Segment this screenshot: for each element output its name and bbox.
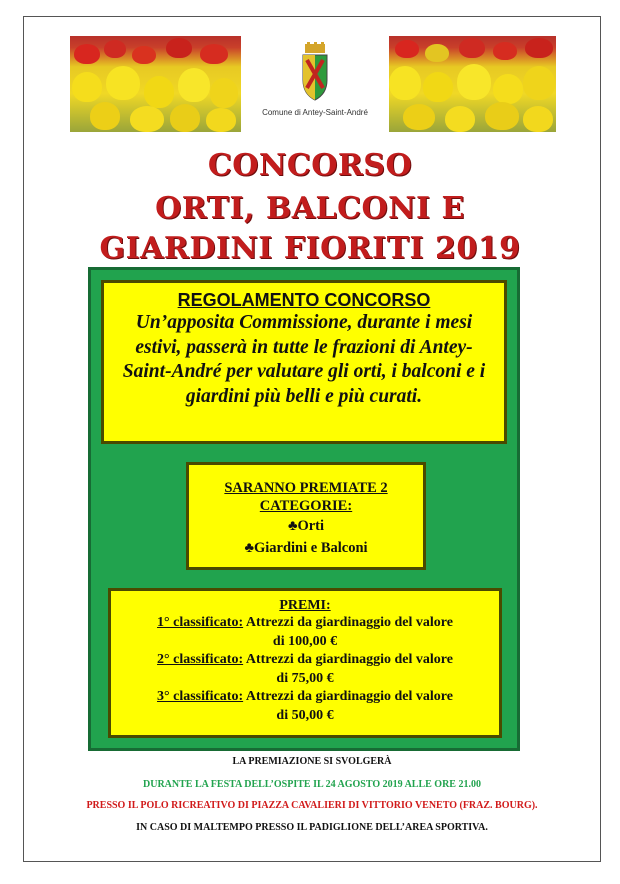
prize-third-value: di 50,00 € [276,707,334,723]
title-line-1: CONCORSO [207,148,413,183]
categorie-heading-line-2: CATEGORIE: [259,498,353,514]
prize-second-value: di 75,00 € [276,670,334,686]
title-line-2: ORTI, BALCONI E [155,191,465,226]
regolamento-heading: REGOLAMENTO CONCORSO [177,290,431,310]
prize-second-text: Attrezzi da giardinaggio del valore [243,652,453,667]
categoria-giardini-balconi: ♣Giardini e Balconi [244,540,368,556]
categoria-orti: ♣Orti [287,518,325,534]
title-line-3: GIARDINI FIORITI 2019 [99,231,521,266]
prize-second-line [111,651,499,670]
footer-line-2: DURANTE LA FESTA DELL’OSPITE IL 24 AGOSTO 2019 ALLE ORE 21.00 [143,779,481,790]
premi-box [108,588,502,738]
categorie-box [186,462,426,570]
prize-second-place: 2° classificato: [157,652,244,667]
coat-of-arms-icon [295,42,335,104]
regolamento-body: Un’apposita Commissione, durante i mesi estivi, passerà in tutte le frazioni di Antey-Saint-André per valutare gli orti, i balconi e i giardini più belli e più curati. [122,312,486,407]
footer-line-3: PRESSO IL POLO RICREATIVO DI PIAZZA CAVALIERI DI VITTORIO VENETO (FRAZ. BOURG). [86,800,538,811]
prize-third-place: 3° classificato: [157,689,244,704]
tulips-photo-right [389,36,556,132]
prize-third-line [111,688,499,707]
categorie-heading-line-1: SARANNO PREMIATE 2 [224,480,388,496]
prize-third-text: Attrezzi da giardinaggio del valore [243,689,453,704]
logo-caption: Comune di Antey-Saint-André [262,108,368,117]
premi-heading: PREMI: [279,598,331,613]
prize-first-line [111,614,499,633]
prize-first-text: Attrezzi da giardinaggio del valore [243,615,453,630]
regolamento-box [101,280,507,444]
prize-first-value: di 100,00 € [272,633,338,649]
prize-first-place: 1° classificato: [157,615,244,630]
municipality-logo [247,36,383,132]
footer-line-4: IN CASO DI MALTEMPO PRESSO IL PADIGLIONE DELL’AREA SPORTIVA. [136,822,488,833]
tulips-photo-left [70,36,241,132]
footer-line-1: LA PREMIAZIONE SI SVOLGERÀ [232,756,392,767]
